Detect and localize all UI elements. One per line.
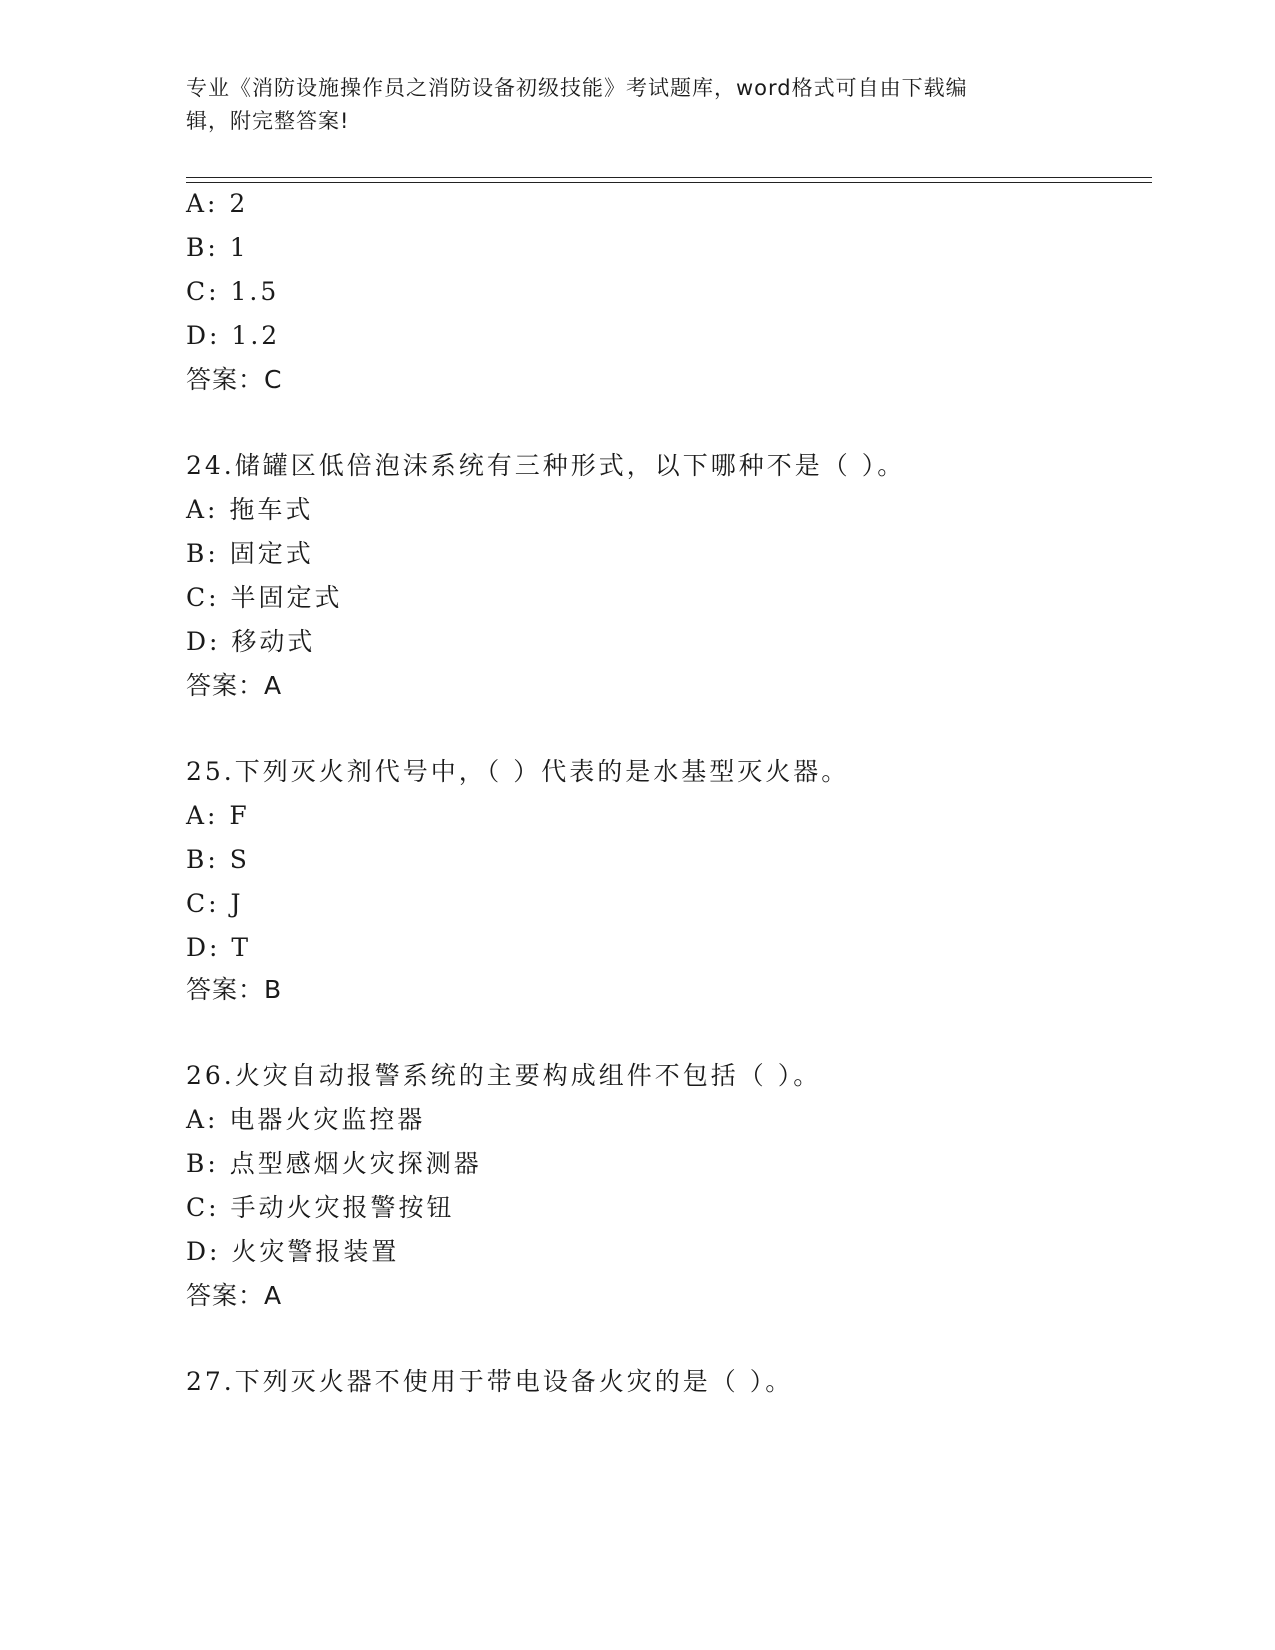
question-25: 25.下列灭火剂代号中，（ ）代表的是水基型灭火器。 <box>186 757 850 786</box>
option-a: A: 电器火灾监控器 <box>186 1105 426 1134</box>
option-c: C: 半固定式 <box>186 583 343 612</box>
question-24: 24.储罐区低倍泡沫系统有三种形式，以下哪种不是（ ）。 <box>186 451 906 480</box>
header-intro-line-1: 专业《消防设施操作员之消防设备初级技能》考试题库，word格式可自由下载编 <box>186 76 968 100</box>
option-d: D: 移动式 <box>186 627 316 656</box>
option-a: A: F <box>186 801 250 830</box>
answer-line: 答案：C <box>186 365 283 394</box>
option-c: C: 1.5 <box>186 277 280 306</box>
option-d: D: T <box>186 933 252 962</box>
option-a: A: 拖车式 <box>186 495 314 524</box>
option-b: B: 固定式 <box>186 539 314 568</box>
answer-line: 答案：A <box>186 1281 283 1310</box>
option-d: D: 1.2 <box>186 321 281 350</box>
document-header <box>186 72 1066 138</box>
answer-line: 答案：A <box>186 671 283 700</box>
answer-line: 答案：B <box>186 975 283 1004</box>
option-d: D: 火灾警报装置 <box>186 1237 400 1266</box>
header-intro-line-2: 辑，附完整答案! <box>186 109 350 133</box>
option-b: B: S <box>186 845 250 874</box>
header-divider-top <box>186 177 1152 178</box>
option-c: C: 手动火灾报警按钮 <box>186 1193 455 1222</box>
option-a: A: 2 <box>186 189 249 218</box>
question-26: 26.火灾自动报警系统的主要构成组件不包括（ ）。 <box>186 1061 822 1090</box>
header-divider-bottom <box>186 182 1152 183</box>
option-b: B: 点型感烟火灾探测器 <box>186 1149 482 1178</box>
option-c: C: J <box>186 889 244 918</box>
option-b: B: 1 <box>186 233 249 262</box>
question-27: 27.下列灭火器不使用于带电设备火灾的是（ ）。 <box>186 1367 794 1396</box>
